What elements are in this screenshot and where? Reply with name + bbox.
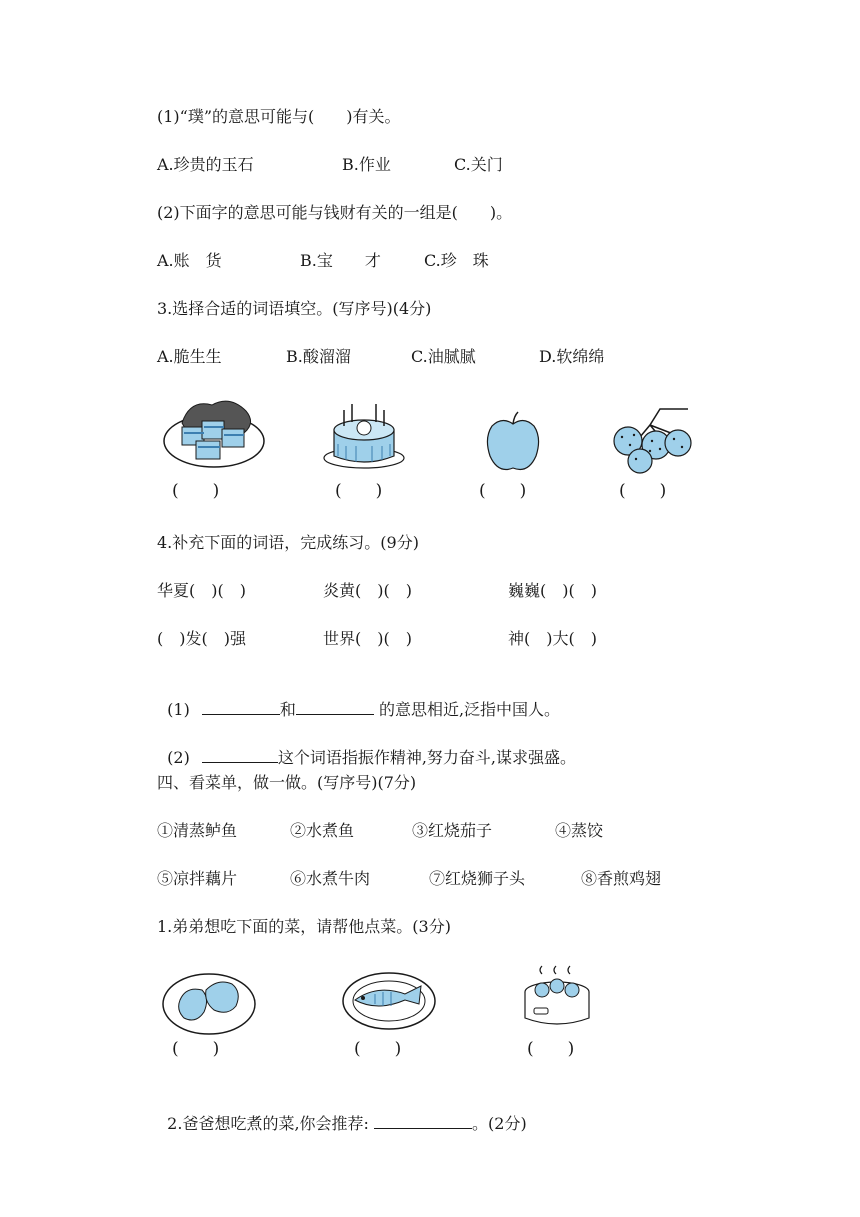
birthday-cake-icon: [322, 400, 406, 470]
q3-answer-2[interactable]: ( ): [335, 481, 383, 501]
q3-option-d: D.软绵绵: [539, 347, 605, 366]
question-1-text: (1)“璞”的意思可能与( )有关。: [157, 107, 401, 126]
section-4-question-1: 1.弟弟想吃下面的菜，请帮他点菜。(3分): [157, 917, 451, 936]
q2-option-a: A.账 货: [157, 251, 222, 270]
q2-option-c: C.珍 珠: [424, 251, 489, 270]
menu-item-8: ⑧香煎鸡翅: [581, 869, 662, 888]
sec4-answer-3[interactable]: ( ): [527, 1039, 575, 1059]
grapes-icon: [610, 403, 694, 475]
q4-sub-2-number: (2): [167, 748, 190, 767]
q1-option-a: A.珍贵的玉石: [157, 155, 254, 174]
menu-item-1: ①清蒸鲈鱼: [157, 821, 238, 840]
sec4-answer-2[interactable]: ( ): [354, 1039, 402, 1059]
sec4-q2-score: 。(2分): [472, 1114, 527, 1133]
q1-option-c: C.关门: [454, 155, 503, 174]
menu-item-6: ⑥水煮牛肉: [290, 869, 371, 888]
braised-pork-icon: [160, 393, 268, 473]
menu-item-7: ⑦红烧狮子头: [429, 869, 526, 888]
q4-sub-2-blank[interactable]: [202, 746, 278, 763]
q4-word-6: 神( )大( ): [508, 629, 597, 648]
q3-answer-4[interactable]: ( ): [619, 481, 667, 501]
menu-item-5: ⑤凉拌藕片: [157, 869, 238, 888]
section-4-title: 四、看菜单，做一做。(写序号)(7分): [157, 773, 417, 792]
q4-sub-1-number: (1): [167, 700, 190, 719]
q4-sub-1-and: 和: [279, 700, 296, 719]
q3-option-a: A.脆生生: [157, 347, 222, 366]
question-4-title: 4.补充下面的词语，完成练习。(9分): [157, 533, 419, 552]
q4-word-3: 巍巍( )( ): [508, 581, 597, 600]
question-3-title: 3.选择合适的词语填空。(写序号)(4分): [157, 299, 432, 318]
q4-sub-1-blank-b[interactable]: [296, 698, 374, 715]
apple-icon: [484, 410, 542, 476]
q4-word-4: ( )发( )强: [157, 629, 246, 648]
q1-option-b: B.作业: [342, 155, 391, 174]
q3-option-c: C.油腻腻: [411, 347, 476, 366]
menu-item-3: ③红烧茄子: [412, 821, 493, 840]
sec4-q2-blank[interactable]: [374, 1112, 472, 1129]
q4-sub-1-blank-a[interactable]: [202, 698, 280, 715]
q3-answer-3[interactable]: ( ): [479, 481, 527, 501]
chicken-wings-icon: [160, 970, 258, 1038]
q4-sub-2-text: 这个词语指振作精神,努力奋斗,谋求强盛。: [277, 748, 577, 767]
q4-word-1: 华夏( )( ): [157, 581, 246, 600]
sec4-answer-1[interactable]: ( ): [172, 1039, 220, 1059]
menu-item-4: ④蒸饺: [555, 821, 604, 840]
dumpling-steamer-icon: [520, 964, 594, 1032]
q4-sub-1: [157, 676, 560, 721]
q2-option-b: B.宝 才: [300, 251, 381, 270]
section-4-question-2: [157, 1090, 527, 1135]
q3-answer-1[interactable]: ( ): [172, 481, 220, 501]
menu-item-2: ②水煮鱼: [290, 821, 355, 840]
q4-sub-1-text: 的意思相近,泛指中国人。: [373, 700, 561, 719]
q3-option-b: B.酸溜溜: [286, 347, 351, 366]
q4-sub-2: [157, 724, 576, 769]
steamed-fish-icon: [341, 970, 437, 1032]
q4-word-5: 世界( )( ): [323, 629, 412, 648]
question-2-text: (2)下面字的意思可能与钱财有关的一组是( )。: [157, 203, 513, 222]
sec4-q2-prompt: 2.爸爸想吃煮的菜,你会推荐:: [167, 1114, 375, 1133]
q4-word-2: 炎黄( )( ): [323, 581, 412, 600]
